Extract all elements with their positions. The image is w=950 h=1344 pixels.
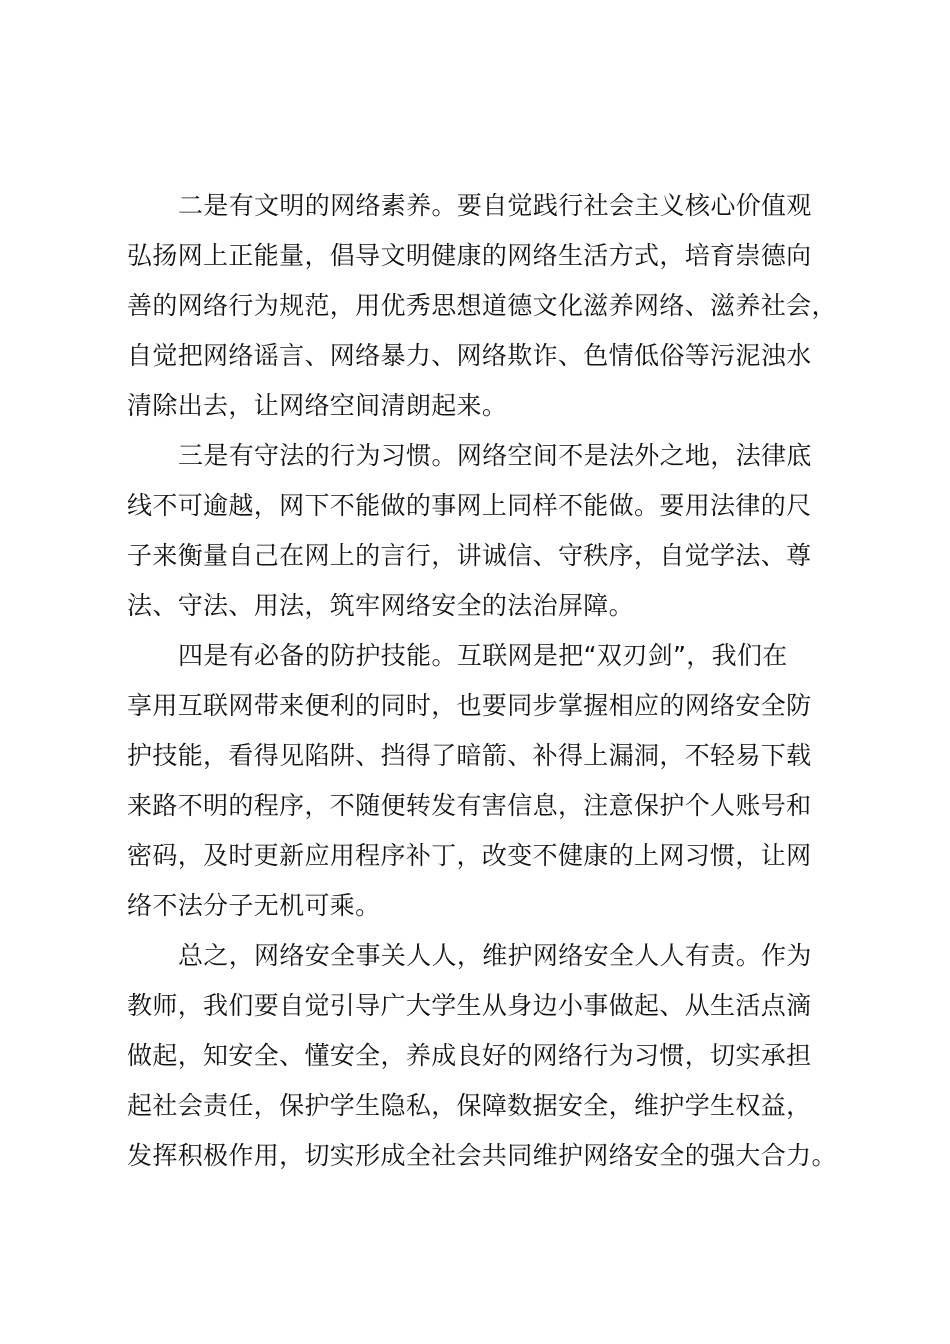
text-line: 教师，我们要自觉引导广大学生从身边小事做起、从生活点滴 <box>127 991 812 1020</box>
text-line: 络不法分子无机可乘。 <box>127 891 381 920</box>
text-line: 二是有文明的网络素养。要自觉践行社会主义核心价值观 <box>178 191 812 220</box>
text-line: 来路不明的程序，不随便转发有害信息，注意保护个人账号和 <box>127 791 812 820</box>
text-line: 法、守法、用法，筑牢网络安全的法治屏障。 <box>127 591 635 620</box>
text-line: 子来衡量自己在网上的言行，讲诚信、守秩序，自觉学法、尊 <box>127 541 812 570</box>
text-line: 总之，网络安全事关人人，维护网络安全人人有责。作为 <box>178 941 812 970</box>
text-line: 密码，及时更新应用程序补丁，改变不健康的上网习惯，让网 <box>127 841 812 870</box>
text-line: 清除出去，让网络空间清朗起来。 <box>127 391 508 420</box>
text-line: 享用互联网带来便利的同时，也要同步掌握相应的网络安全防 <box>127 691 812 720</box>
text-line: 自觉把网络谣言、网络暴力、网络欺诈、色情低俗等污泥浊水 <box>127 341 812 370</box>
text-line: 四是有必备的防护技能。互联网是把“双刃剑”，我们在 <box>178 641 788 670</box>
text-line: 线不可逾越，网下不能做的事网上同样不能做。要用法律的尺 <box>127 491 812 520</box>
text-line: 发挥积极作用，切实形成全社会共同维护网络安全的强大合力。 <box>127 1141 837 1170</box>
text-line: 做起，知安全、懂安全，养成良好的网络行为习惯，切实承担 <box>127 1041 812 1070</box>
text-line: 护技能，看得见陷阱、挡得了暗箭、补得上漏洞，不轻易下载 <box>127 741 812 770</box>
text-line: 起社会责任，保护学生隐私，保障数据安全，维护学生权益， <box>127 1091 812 1120</box>
text-line: 弘扬网上正能量，倡导文明健康的网络生活方式，培育崇德向 <box>127 241 812 270</box>
body-text <box>127 181 839 1181</box>
text-line: 善的网络行为规范，用优秀思想道德文化滋养网络、滋养社会， <box>127 291 837 320</box>
text-line: 三是有守法的行为习惯。网络空间不是法外之地，法律底 <box>178 441 812 470</box>
